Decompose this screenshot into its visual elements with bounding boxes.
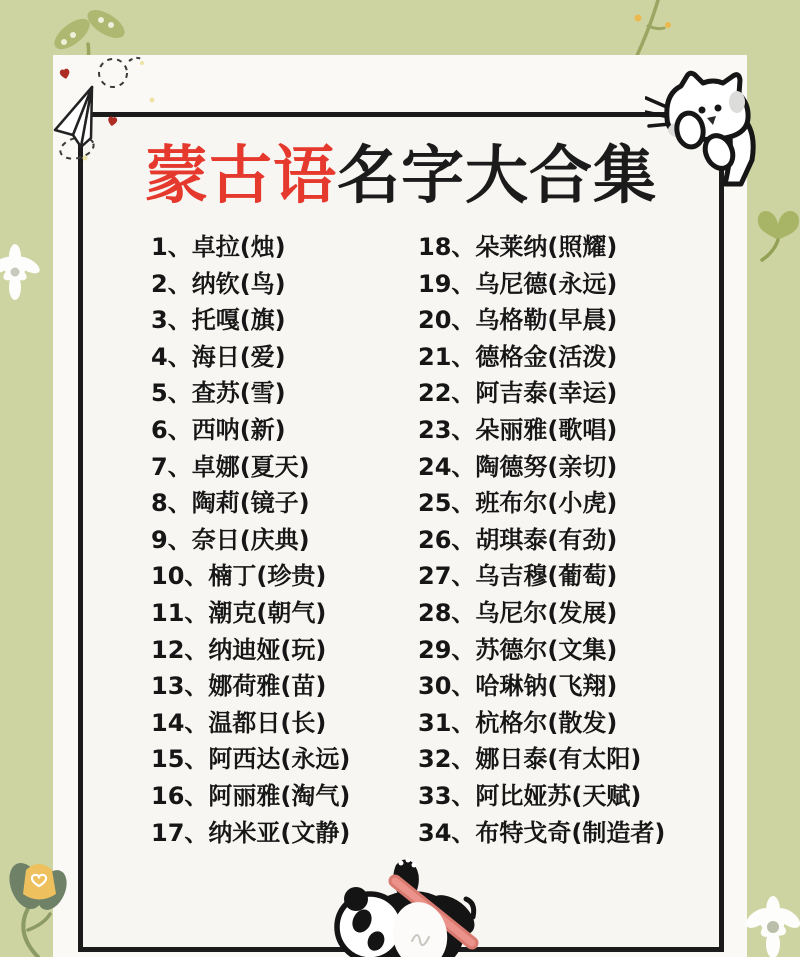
- name-list-item: 10、楠丁(珍贵): [151, 562, 327, 591]
- name-list-item: 5、查苏(雪): [151, 379, 286, 408]
- title-highlight: 蒙古语: [145, 139, 337, 212]
- name-list-item: 23、朵丽雅(歌唱): [418, 415, 618, 444]
- clover-leaf-icon: [754, 194, 800, 264]
- name-list-item: 30、哈琳钠(飞翔): [418, 672, 618, 701]
- name-list-item: 15、阿西达(永远): [151, 745, 351, 774]
- name-list-item: 6、西呐(新): [151, 415, 286, 444]
- name-list-item: 2、纳钦(鸟): [151, 269, 286, 298]
- name-list-item: 34、布特戈奇(制造者): [418, 818, 666, 847]
- name-list-item: 16、阿丽雅(淘气): [151, 781, 351, 810]
- page-title: [83, 125, 719, 216]
- content-frame: [78, 112, 724, 952]
- name-list-item: 28、乌尼尔(发展): [418, 598, 618, 627]
- name-list-item: 25、班布尔(小虎): [418, 489, 618, 518]
- name-column-left: [151, 229, 350, 851]
- name-list-item: 1、卓拉(烛): [151, 233, 286, 261]
- name-list-item: 20、乌格勒(早晨): [418, 306, 618, 335]
- dashed-swirl-icon: [99, 59, 127, 87]
- name-list-item: 21、德格金(活泼): [418, 342, 618, 371]
- name-list-item: 26、胡琪泰(有劲): [418, 525, 618, 554]
- paper-plane-icon: [45, 55, 165, 170]
- name-list-item: 33、阿比娅苏(天赋): [418, 781, 642, 810]
- name-list-item: 12、纳迪娅(玩): [151, 635, 327, 664]
- name-list-item: 8、陶莉(镜子): [151, 489, 310, 518]
- name-list-item: 27、乌吉穆(葡萄): [418, 562, 618, 591]
- panda-icon: [320, 853, 490, 957]
- name-list-item: 31、杭格尔(散发): [418, 708, 618, 737]
- daisy-flower-icon: [737, 891, 800, 957]
- tulip-flower-icon: [0, 830, 76, 957]
- name-list-item: 4、海日(爱): [151, 342, 286, 371]
- cat-icon: [645, 68, 760, 188]
- name-list-item: 13、娜荷雅(苗): [151, 672, 327, 701]
- name-list-item: 7、卓娜(夏天): [151, 452, 310, 481]
- name-list-item: 14、温都日(长): [151, 708, 327, 737]
- name-column-right: [418, 229, 665, 851]
- name-list-item: 19、乌尼德(永远): [418, 269, 618, 298]
- name-list-item: 17、纳米亚(文静): [151, 818, 351, 847]
- name-list-item: 9、奈日(庆典): [151, 525, 310, 554]
- name-list-item: 18、朵莱纳(照耀): [418, 233, 618, 261]
- name-list-item: 22、阿吉泰(幸运): [418, 379, 618, 408]
- name-list-item: 11、潮克(朝气): [151, 598, 327, 627]
- name-list-item: 32、娜日泰(有太阳): [418, 745, 642, 774]
- daisy-flower-icon: [0, 244, 43, 302]
- title-rest: 名字大合集: [337, 139, 657, 212]
- name-list-item: 29、苏德尔(文集): [418, 635, 618, 664]
- name-list-item: 3、托嘎(旗): [151, 306, 286, 335]
- name-list-item: 24、陶德努(亲切): [418, 452, 618, 481]
